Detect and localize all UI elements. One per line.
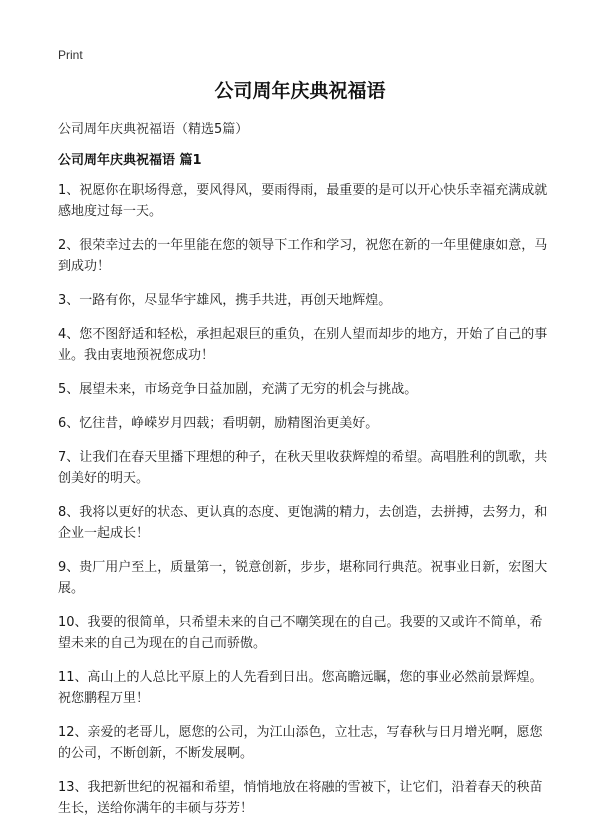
section-heading: 公司周年庆典祝福语 篇1 <box>58 153 202 168</box>
list-item: 2、很荣幸过去的一年里能在您的领导下工作和学习，祝您在新的一年里健康如意，马到成功！ <box>58 238 548 274</box>
page-title: 公司周年庆典祝福语 <box>214 80 386 102</box>
list-item: 8、我将以更好的状态、更认真的态度、更饱满的精力，去创造，去拼搏，去努力，和企业一起成长！ <box>58 505 548 541</box>
list-item: 9、贵厂用户至上，质量第一，锐意创新，步步，堪称同行典范。祝事业日新，宏图大展。 <box>58 560 548 596</box>
document-subtitle: 公司周年庆典祝福语（精选5篇） <box>58 122 249 137</box>
print-link[interactable]: Print <box>58 48 83 62</box>
list-item: 5、展望未来，市场竞争日益加剧，充满了无穷的机会与挑战。 <box>58 382 418 397</box>
list-item: 10、我要的很简单，只希望未来的自己不嘲笑现在的自己。我要的又或许不简单，希望未来的自己为现在的自己而骄傲。 <box>58 615 543 651</box>
wishes-list <box>58 180 554 832</box>
list-item: 4、您不图舒适和轻松，承担起艰巨的重负，在别人望而却步的地方，开始了自己的事业。我由衷地预祝您成功！ <box>58 327 548 363</box>
list-item: 1、祝愿你在职场得意，要风得风，要雨得雨，最重要的是可以开心快乐幸福充满成就感地度过每一天。 <box>58 183 548 219</box>
list-item: 11、高山上的人总比平原上的人先看到日出。您高瞻远瞩，您的事业必然前景辉煌。祝您鹏程万里！ <box>58 670 543 706</box>
list-item: 6、忆往昔，峥嵘岁月四载；看明朝，励精图治更美好。 <box>58 416 379 431</box>
list-item: 3、一路有你，尽显华宇雄风，携手共进，再创天地辉煌。 <box>58 293 392 308</box>
list-item: 13、我把新世纪的祝福和希望，悄悄地放在将融的雪被下，让它们，沿着春天的秧苗生长，送给你满年的丰硕与芬芳！ <box>58 780 543 816</box>
list-item: 7、让我们在春天里播下理想的种子，在秋天里收获辉煌的希望。高唱胜利的凯歌，共创美好的明天。 <box>58 450 548 486</box>
list-item: 12、亲爱的老哥儿，愿您的公司，为江山添色，立壮志，写春秋与日月增光啊，愿您的公司，不断创新，不断发展啊。 <box>58 725 543 761</box>
